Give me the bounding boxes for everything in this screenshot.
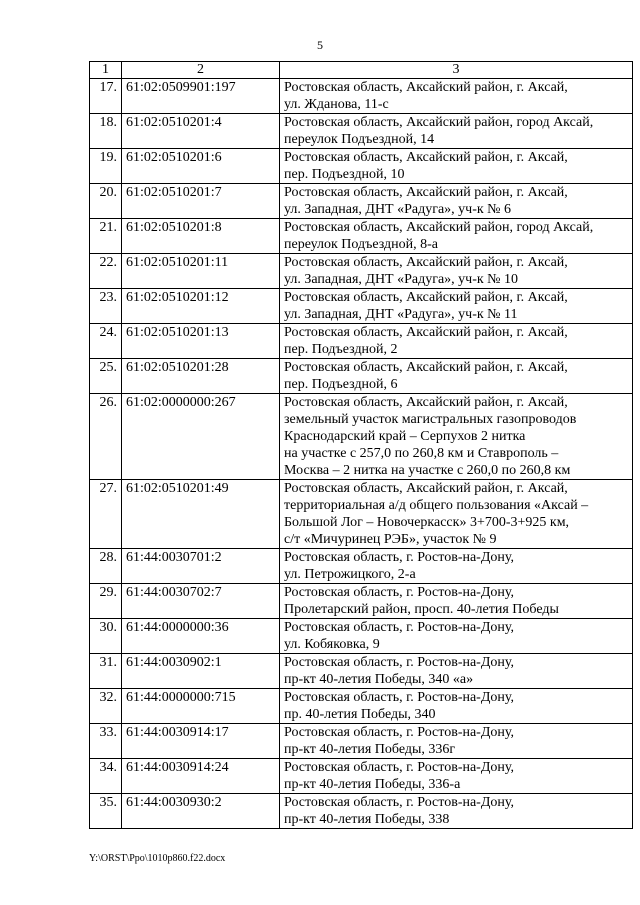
address: Ростовская область, г. Ростов-на-Дону, пр-кт 40-летия Победы, 336-а [280,759,633,794]
table-row [90,359,633,394]
address: Ростовская область, г. Ростов-на-Дону, пр. 40-летия Победы, 340 [280,689,633,724]
address: Ростовская область, Аксайский район, г. Аксай, пер. Подъездной, 2 [280,324,633,359]
address: Ростовская область, г. Ростов-на-Дону, ул. Кобяковка, 9 [280,619,633,654]
row-number: 21. [90,219,122,254]
table-row [90,724,633,759]
cadastral-number: 61:02:0510201:12 [122,289,280,324]
table-row [90,584,633,619]
address: Ростовская область, Аксайский район, г. Аксай, пер. Подъездной, 6 [280,359,633,394]
address: Ростовская область, Аксайский район, г. Аксай, ул. Западная, ДНТ «Радуга», уч-к № 6 [280,184,633,219]
cadastral-number: 61:02:0000000:267 [122,394,280,480]
row-number: 27. [90,480,122,549]
address: Ростовская область, Аксайский район, г. Аксай, ул. Западная, ДНТ «Радуга», уч-к № 10 [280,254,633,289]
row-number: 23. [90,289,122,324]
column-header-number: 1 [90,62,122,79]
table-row [90,759,633,794]
address: Ростовская область, Аксайский район, город Аксай, переулок Подъездной, 8-а [280,219,633,254]
table-row [90,794,633,829]
address: Ростовская область, г. Ростов-на-Дону, пр-кт 40-летия Победы, 338 [280,794,633,829]
cadastral-number: 61:44:0030701:2 [122,549,280,584]
cadastral-number: 61:02:0510201:6 [122,149,280,184]
row-number: 30. [90,619,122,654]
table-row [90,689,633,724]
footer-file-path: Y:\ORST\Ppo\1010p860.f22.docx [89,853,226,864]
cadastral-number: 61:02:0510201:7 [122,184,280,219]
row-number: 32. [90,689,122,724]
cadastral-number: 61:44:0000000:715 [122,689,280,724]
cadastral-number: 61:02:0510201:13 [122,324,280,359]
column-header-cadastral: 2 [122,62,280,79]
row-number: 34. [90,759,122,794]
row-number: 25. [90,359,122,394]
table-row [90,254,633,289]
row-number: 19. [90,149,122,184]
table-row [90,654,633,689]
row-number: 17. [90,79,122,114]
table-row [90,114,633,149]
table-row [90,149,633,184]
table-row [90,480,633,549]
address: Ростовская область, Аксайский район, г. Аксай, пер. Подъездной, 10 [280,149,633,184]
cadastral-number: 61:02:0510201:11 [122,254,280,289]
row-number: 18. [90,114,122,149]
cadastral-number: 61:44:0030930:2 [122,794,280,829]
cadastral-number: 61:02:0509901:197 [122,79,280,114]
cadastral-number: 61:44:0030902:1 [122,654,280,689]
cadastral-number: 61:02:0510201:8 [122,219,280,254]
cadastral-number: 61:44:0030702:7 [122,584,280,619]
row-number: 31. [90,654,122,689]
row-number: 22. [90,254,122,289]
row-number: 26. [90,394,122,480]
table-row [90,184,633,219]
column-header-address: 3 [280,62,633,79]
table-row [90,219,633,254]
address: Ростовская область, Аксайский район, г. Аксай, территориальная а/д общего пользования «Аксай – Большой Лог – Новочеркасск» 3+700-3+925 км, с/т «Мичуринец РЭБ», участок № 9 [280,480,633,549]
page-number: 5 [317,38,323,52]
row-number: 28. [90,549,122,584]
cadastral-number: 61:44:0030914:24 [122,759,280,794]
address: Ростовская область, г. Ростов-на-Дону, ул. Петрожицкого, 2-а [280,549,633,584]
row-number: 24. [90,324,122,359]
address: Ростовская область, Аксайский район, город Аксай, переулок Подъездной, 14 [280,114,633,149]
address: Ростовская область, г. Ростов-на-Дону, Пролетарский район, просп. 40-летия Победы [280,584,633,619]
address: Ростовская область, Аксайский район, г. Аксай, ул. Жданова, 11-с [280,79,633,114]
table-row [90,619,633,654]
table-row [90,289,633,324]
land-plots-table [89,61,633,829]
address: Ростовская область, г. Ростов-на-Дону, пр-кт 40-летия Победы, 340 «а» [280,654,633,689]
table-header-row [90,62,633,79]
row-number: 29. [90,584,122,619]
table-row [90,79,633,114]
cadastral-number: 61:44:0000000:36 [122,619,280,654]
cadastral-number: 61:44:0030914:17 [122,724,280,759]
cadastral-number: 61:02:0510201:49 [122,480,280,549]
cadastral-number: 61:02:0510201:28 [122,359,280,394]
table-row [90,394,633,480]
address: Ростовская область, г. Ростов-на-Дону, пр-кт 40-летия Победы, 336г [280,724,633,759]
cadastral-number: 61:02:0510201:4 [122,114,280,149]
address: Ростовская область, Аксайский район, г. Аксай, ул. Западная, ДНТ «Радуга», уч-к № 11 [280,289,633,324]
table-row [90,549,633,584]
row-number: 33. [90,724,122,759]
row-number: 20. [90,184,122,219]
row-number: 35. [90,794,122,829]
table-row [90,324,633,359]
address: Ростовская область, Аксайский район, г. Аксай, земельный участок магистральных газопроводов Краснодарский край – Серпухов 2 нитка на участке с 257,0 по 260,8 км и Ставрополь – Москва – 2 нитка на участке с 260,0 по 260,8 км [280,394,633,480]
